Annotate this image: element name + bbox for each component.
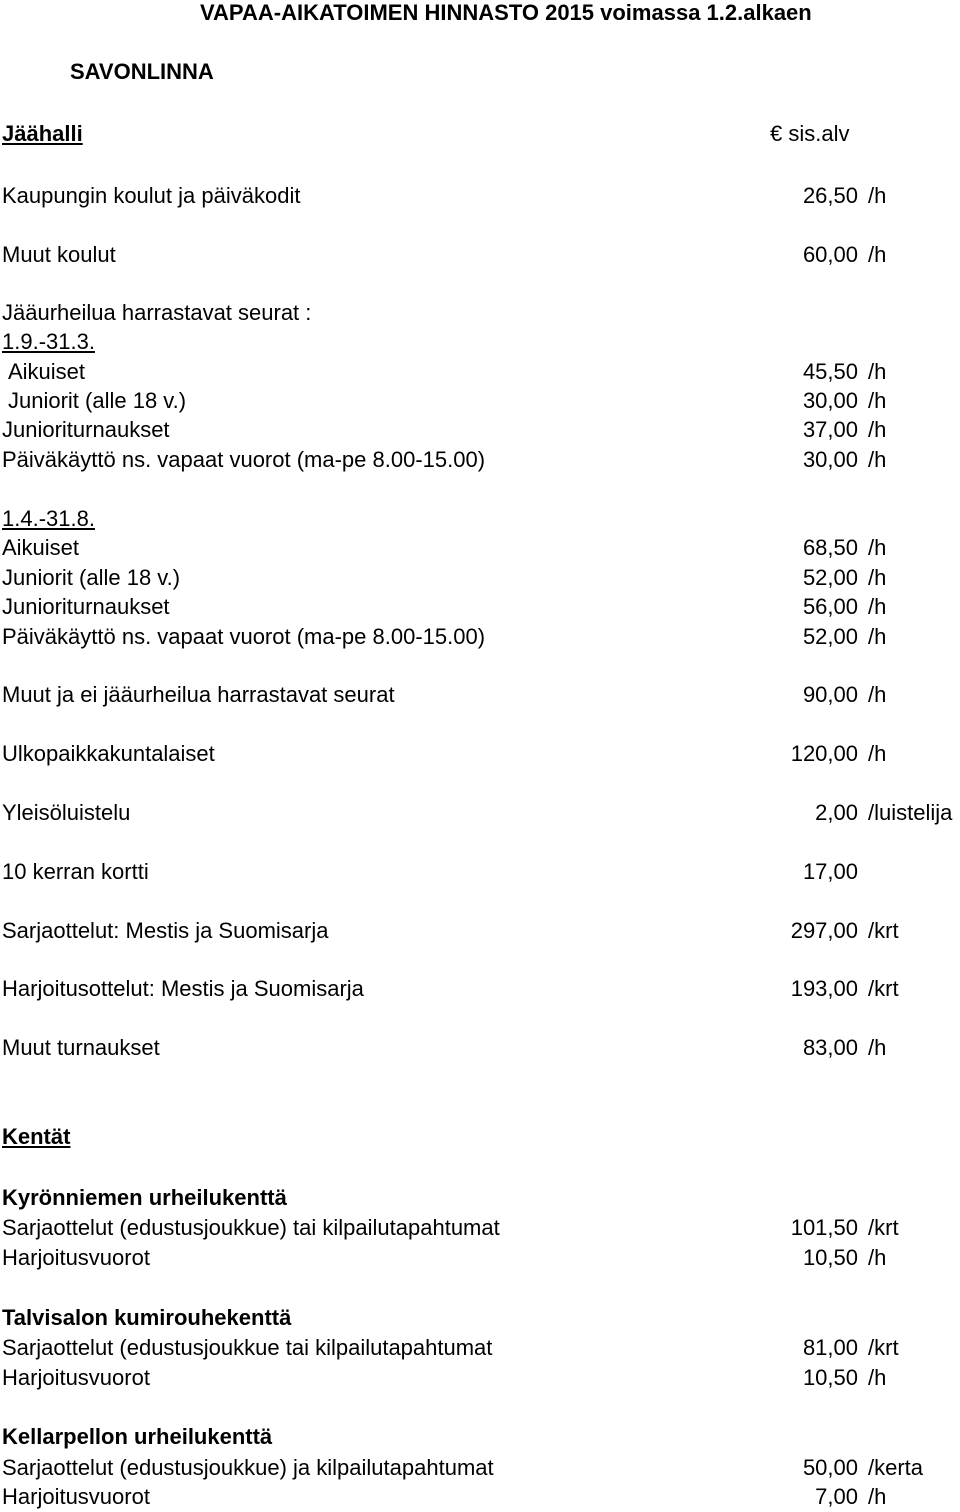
row-unit: /h	[868, 624, 887, 649]
price-column-header: € sis.alv	[770, 121, 850, 146]
row-label: Junioriturnaukset	[2, 594, 170, 619]
row-unit: /h	[868, 565, 887, 590]
row-unit: /h	[868, 417, 887, 442]
row-price: 90,00	[802, 682, 858, 707]
seurat-label: Jääurheilua harrastavat seurat :	[2, 300, 312, 325]
row-label: Kaupungin koulut ja päiväkodit	[2, 183, 301, 208]
document-title: VAPAA-AIKATOIMEN HINNASTO 2015 voimassa 1.2.alkaen	[200, 0, 812, 25]
row-price: 26,50	[802, 183, 858, 208]
row-unit: /h	[868, 535, 887, 560]
row-price: 2,00	[815, 800, 858, 825]
row-label: Aikuiset	[2, 535, 80, 560]
city-name: SAVONLINNA	[70, 59, 214, 84]
row-unit: /krt	[868, 1335, 899, 1360]
row-price: 56,00	[802, 594, 858, 619]
row-label: Muut ja ei jääurheilua harrastavat seurat	[2, 682, 395, 707]
period-label-2: 1.4.-31.8.	[2, 506, 95, 531]
period-label-1: 1.9.-31.3.	[2, 329, 95, 354]
row-price: 60,00	[802, 242, 858, 267]
row-unit: /h	[868, 359, 887, 384]
row-label: Juniorit (alle 18 v.)	[2, 565, 181, 590]
row-price: 10,50	[802, 1245, 858, 1270]
row-unit: /luistelija	[868, 800, 953, 825]
row-label: Sarjaottelut (edustusjoukkue tai kilpailutapahtumat	[2, 1335, 493, 1360]
row-label: Juniorit (alle 18 v.)	[8, 388, 187, 413]
row-unit: /h	[868, 1365, 887, 1390]
section-heading-kentat: Kentät	[2, 1124, 71, 1149]
row-label: Muut koulut	[2, 242, 116, 267]
row-price: 297,00	[790, 918, 858, 943]
row-label: Harjoitusvuorot	[2, 1365, 150, 1390]
row-price: 50,00	[802, 1455, 858, 1480]
row-label: Sarjaottelut (edustusjoukkue) ja kilpailutapahtumat	[2, 1455, 494, 1480]
row-unit: /h	[868, 388, 887, 413]
row-price: 193,00	[790, 976, 858, 1001]
row-price: 37,00	[802, 417, 858, 442]
row-unit: /h	[868, 447, 887, 472]
row-price: 68,50	[802, 535, 858, 560]
row-price: 30,00	[802, 447, 858, 472]
row-unit: /h	[868, 1245, 887, 1270]
row-unit: /h	[868, 1484, 887, 1509]
row-unit: /h	[868, 741, 887, 766]
field-name: Kyrönniemen urheilukenttä	[2, 1185, 287, 1210]
row-label: Muut turnaukset	[2, 1035, 160, 1060]
card-label: 10 kerran kortti	[2, 859, 149, 884]
row-unit: /krt	[868, 1215, 899, 1240]
row-price: 45,50	[802, 359, 858, 384]
row-price: 83,00	[802, 1035, 858, 1060]
row-label: Harjoitusvuorot	[2, 1245, 150, 1270]
row-price: 101,50	[790, 1215, 858, 1240]
row-price: 52,00	[802, 624, 858, 649]
row-label: Sarjaottelut: Mestis ja Suomisarja	[2, 918, 329, 943]
row-unit: /kerta	[868, 1455, 924, 1480]
section-heading-jaahalli: Jäähalli	[2, 121, 83, 146]
row-price: 10,50	[802, 1365, 858, 1390]
row-unit: /h	[868, 682, 887, 707]
row-label: Aikuiset	[8, 359, 86, 384]
row-unit: /krt	[868, 918, 899, 943]
row-unit: /krt	[868, 976, 899, 1001]
row-price: 81,00	[802, 1335, 858, 1360]
row-label: Junioriturnaukset	[2, 417, 170, 442]
row-unit: /h	[868, 594, 887, 619]
row-price: 52,00	[802, 565, 858, 590]
row-label: Yleisöluistelu	[2, 800, 131, 825]
row-price: 30,00	[802, 388, 858, 413]
row-price: 7,00	[815, 1484, 858, 1509]
row-unit: /h	[868, 1035, 887, 1060]
row-unit: /h	[868, 242, 887, 267]
row-label: Harjoitusottelut: Mestis ja Suomisarja	[2, 976, 364, 1001]
row-label: Sarjaottelut (edustusjoukkue) tai kilpailutapahtumat	[2, 1215, 500, 1240]
row-label: Päiväkäyttö ns. vapaat vuorot (ma-pe 8.00-15.00)	[2, 447, 486, 472]
field-name: Talvisalon kumirouhekenttä	[2, 1305, 292, 1330]
row-label: Ulkopaikkakuntalaiset	[2, 741, 215, 766]
row-label: Päiväkäyttö ns. vapaat vuorot (ma-pe 8.00-15.00)	[2, 624, 486, 649]
field-name: Kellarpellon urheilukenttä	[2, 1424, 273, 1449]
row-label: Harjoitusvuorot	[2, 1484, 150, 1509]
row-price: 120,00	[790, 741, 858, 766]
card-price: 17,00	[802, 859, 858, 884]
row-unit: /h	[868, 183, 887, 208]
